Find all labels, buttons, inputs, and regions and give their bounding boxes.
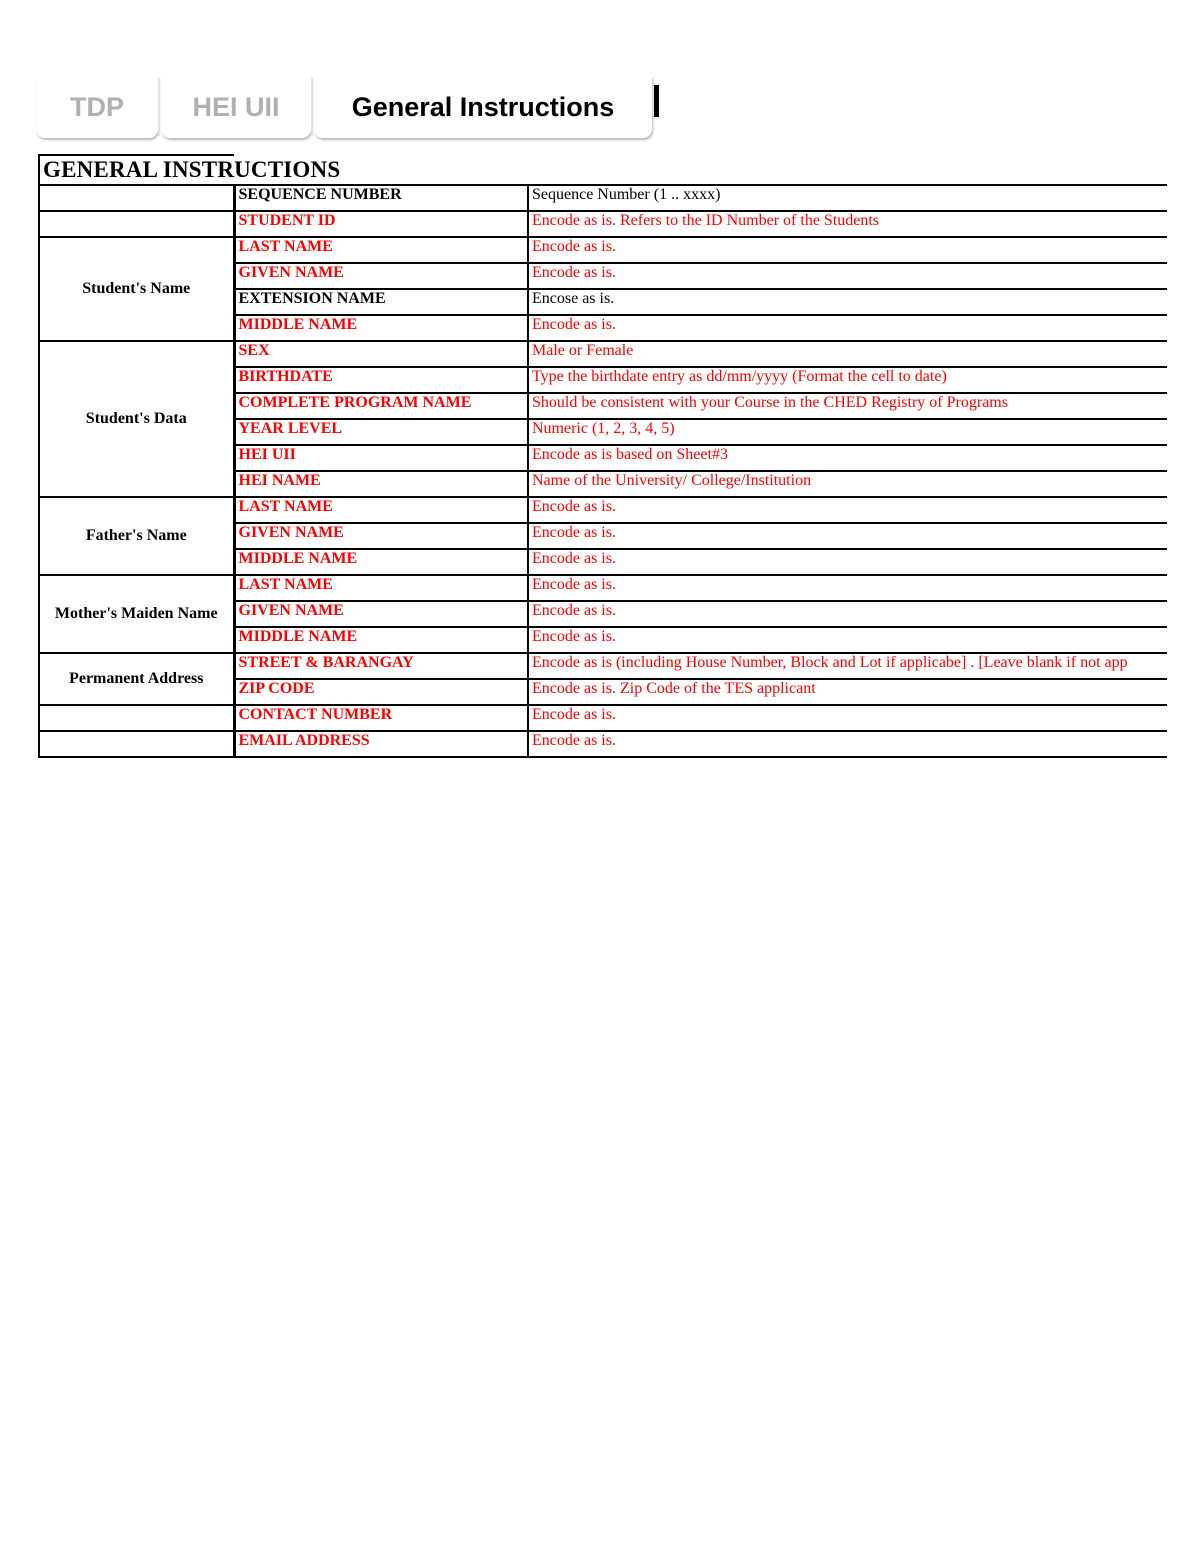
field-cell[interactable]: CONTACT NUMBER bbox=[234, 705, 528, 731]
group-cell-mothers-maiden-name[interactable]: Mother's Maiden Name bbox=[39, 575, 234, 653]
field-cell[interactable]: SEQUENCE NUMBER bbox=[234, 185, 528, 211]
field-cell[interactable]: EXTENSION NAME bbox=[234, 289, 528, 315]
description-cell[interactable]: Encose as is. bbox=[528, 289, 1167, 315]
group-cell-students-name[interactable]: Student's Name bbox=[39, 237, 234, 341]
table-row bbox=[39, 653, 1167, 679]
description-cell[interactable]: Male or Female bbox=[528, 341, 1167, 367]
description-cell[interactable]: Encode as is. bbox=[528, 497, 1167, 523]
description-cell[interactable]: Encode as is. bbox=[528, 523, 1167, 549]
table-row bbox=[39, 497, 1167, 523]
sheet-title-row bbox=[38, 154, 1166, 184]
tab-hei-uii[interactable]: HEI UII bbox=[161, 76, 311, 138]
tab-scroll-marker bbox=[654, 85, 659, 117]
field-cell[interactable]: COMPLETE PROGRAM NAME bbox=[234, 393, 528, 419]
description-cell[interactable]: Encode as is. Refers to the ID Number of the Students bbox=[528, 211, 1167, 237]
field-cell[interactable]: MIDDLE NAME bbox=[234, 549, 528, 575]
field-cell[interactable]: SEX bbox=[234, 341, 528, 367]
sheet-tab-bar bbox=[0, 0, 1200, 150]
field-cell[interactable]: ZIP CODE bbox=[234, 679, 528, 705]
table-row bbox=[39, 731, 1167, 757]
field-cell[interactable]: HEI NAME bbox=[234, 471, 528, 497]
table-row bbox=[39, 705, 1167, 731]
description-cell[interactable]: Numeric (1, 2, 3, 4, 5) bbox=[528, 419, 1167, 445]
field-cell[interactable]: MIDDLE NAME bbox=[234, 627, 528, 653]
field-cell[interactable]: GIVEN NAME bbox=[234, 523, 528, 549]
description-cell[interactable]: Encode as is. bbox=[528, 731, 1167, 757]
field-cell[interactable]: EMAIL ADDRESS bbox=[234, 731, 528, 757]
description-cell[interactable]: Encode as is. bbox=[528, 627, 1167, 653]
table-row bbox=[39, 237, 1167, 263]
tab-tdp[interactable]: TDP bbox=[36, 76, 158, 138]
field-cell[interactable]: LAST NAME bbox=[234, 237, 528, 263]
field-cell[interactable]: LAST NAME bbox=[234, 497, 528, 523]
group-cell-empty[interactable] bbox=[39, 185, 234, 211]
group-cell-empty[interactable] bbox=[39, 705, 234, 731]
description-cell[interactable]: Encode as is. bbox=[528, 601, 1167, 627]
field-cell[interactable]: BIRTHDATE bbox=[234, 367, 528, 393]
field-cell[interactable]: STREET & BARANGAY bbox=[234, 653, 528, 679]
description-cell[interactable]: Sequence Number (1 .. xxxx) bbox=[528, 185, 1167, 211]
table-row bbox=[39, 211, 1167, 237]
description-cell[interactable]: Encode as is. bbox=[528, 237, 1167, 263]
description-cell[interactable]: Encode as is. Zip Code of the TES applicant bbox=[528, 679, 1167, 705]
title-border-top bbox=[38, 154, 234, 156]
instructions-table bbox=[38, 184, 1167, 758]
tab-general-instructions[interactable]: General Instructions bbox=[314, 76, 652, 138]
description-cell[interactable]: Encode as is. bbox=[528, 263, 1167, 289]
tab-divider bbox=[311, 78, 313, 136]
field-cell[interactable]: GIVEN NAME bbox=[234, 263, 528, 289]
group-cell-fathers-name[interactable]: Father's Name bbox=[39, 497, 234, 575]
field-cell[interactable]: HEI UII bbox=[234, 445, 528, 471]
tab-divider bbox=[158, 78, 160, 136]
field-cell[interactable]: MIDDLE NAME bbox=[234, 315, 528, 341]
title-border-left bbox=[38, 154, 40, 186]
description-cell[interactable]: Encode as is (including House Number, Block and Lot if applicabe] . [Leave blank if not app bbox=[528, 653, 1167, 679]
group-cell-empty[interactable] bbox=[39, 731, 234, 757]
description-cell[interactable]: Encode as is. bbox=[528, 549, 1167, 575]
description-cell[interactable]: Name of the University/ College/Institution bbox=[528, 471, 1167, 497]
description-cell[interactable]: Encode as is. bbox=[528, 575, 1167, 601]
instructions-sheet bbox=[38, 154, 1166, 758]
table-row bbox=[39, 575, 1167, 601]
table-row bbox=[39, 185, 1167, 211]
description-cell[interactable]: Encode as is. bbox=[528, 705, 1167, 731]
field-cell[interactable]: STUDENT ID bbox=[234, 211, 528, 237]
group-cell-students-data[interactable]: Student's Data bbox=[39, 341, 234, 497]
field-cell[interactable]: LAST NAME bbox=[234, 575, 528, 601]
sheet-title: GENERAL INSTRUCTIONS bbox=[43, 157, 341, 182]
description-cell[interactable]: Encode as is. bbox=[528, 315, 1167, 341]
field-cell[interactable]: YEAR LEVEL bbox=[234, 419, 528, 445]
table-row bbox=[39, 341, 1167, 367]
description-cell[interactable]: Should be consistent with your Course in the CHED Registry of Programs bbox=[528, 393, 1167, 419]
group-cell-permanent-address[interactable]: Permanent Address bbox=[39, 653, 234, 705]
description-cell[interactable]: Encode as is based on Sheet#3 bbox=[528, 445, 1167, 471]
group-cell-empty[interactable] bbox=[39, 211, 234, 237]
field-cell[interactable]: GIVEN NAME bbox=[234, 601, 528, 627]
description-cell[interactable]: Type the birthdate entry as dd/mm/yyyy (Format the cell to date) bbox=[528, 367, 1167, 393]
